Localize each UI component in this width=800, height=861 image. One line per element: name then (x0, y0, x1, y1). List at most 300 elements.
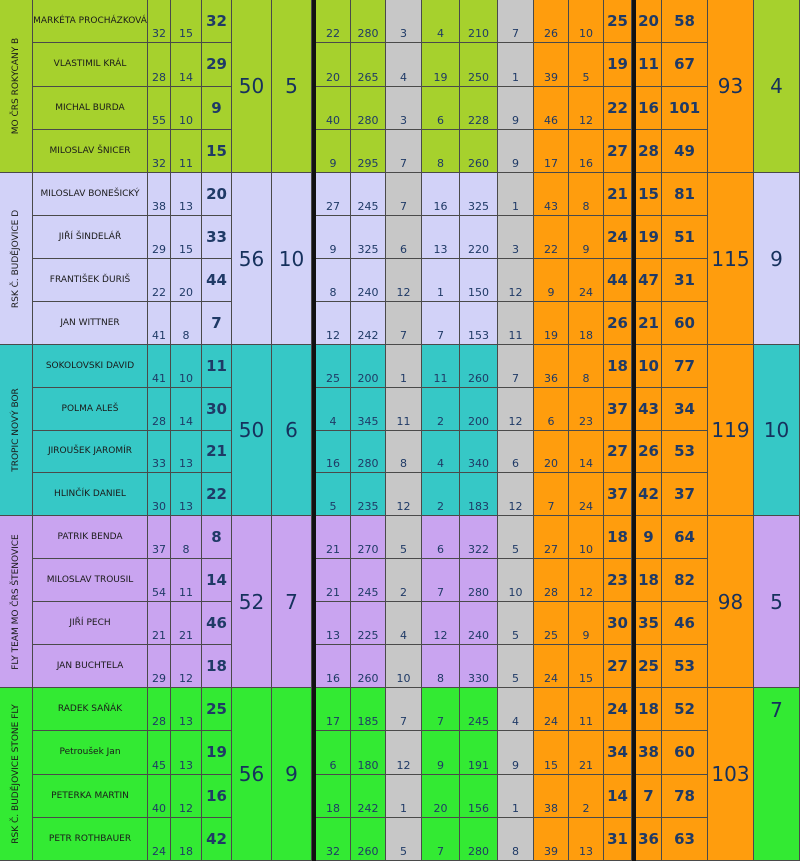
score-d6[interactable]: 9 (498, 731, 534, 774)
score-c2[interactable]: 20 (171, 259, 202, 302)
score-d3[interactable]: 6 (386, 216, 422, 259)
score-e1[interactable]: 7 (534, 473, 569, 516)
score-d4[interactable]: 7 (422, 559, 460, 602)
score-d1[interactable]: 16 (316, 431, 351, 474)
competitor-name[interactable]: MILOSLAV TROUSIL (33, 559, 148, 602)
score-e1[interactable]: 24 (534, 688, 569, 731)
score-d5[interactable]: 183 (460, 473, 498, 516)
score-d6[interactable]: 8 (498, 818, 534, 861)
score-d4[interactable]: 19 (422, 43, 460, 86)
team-total[interactable]: 119 (708, 345, 754, 516)
score-c2[interactable]: 13 (171, 688, 202, 731)
score-d5[interactable]: 322 (460, 516, 498, 559)
competitor-name[interactable]: FRANTIŠEK ĎURIŠ (33, 259, 148, 302)
score-c2[interactable]: 11 (171, 559, 202, 602)
score-e2[interactable]: 23 (569, 388, 604, 431)
team-place[interactable]: 9 (754, 173, 800, 345)
team-sum[interactable]: 56 (232, 173, 272, 345)
score-d1[interactable]: 17 (316, 688, 351, 731)
score-e3[interactable]: 25 (604, 0, 632, 43)
score-e2[interactable]: 12 (569, 87, 604, 130)
score-f1[interactable]: 11 (636, 43, 662, 86)
score-d5[interactable]: 340 (460, 431, 498, 474)
score-e1[interactable]: 25 (534, 602, 569, 645)
score-c2[interactable]: 13 (171, 173, 202, 216)
score-d3[interactable]: 12 (386, 731, 422, 774)
score-d6[interactable]: 5 (498, 645, 534, 688)
team-place[interactable]: 4 (754, 0, 800, 173)
score-c1[interactable]: 40 (148, 775, 171, 818)
score-d1[interactable]: 4 (316, 388, 351, 431)
score-d1[interactable]: 27 (316, 173, 351, 216)
team-rank[interactable]: 7 (272, 516, 312, 688)
score-d5[interactable]: 260 (460, 345, 498, 388)
competitor-name[interactable]: MILOSLAV ŠNICER (33, 130, 148, 173)
score-d1[interactable]: 21 (316, 516, 351, 559)
score-c3[interactable]: 21 (202, 431, 232, 474)
score-d3[interactable]: 2 (386, 559, 422, 602)
score-d3[interactable]: 4 (386, 602, 422, 645)
score-f1[interactable]: 9 (636, 516, 662, 559)
score-d5[interactable]: 200 (460, 388, 498, 431)
score-d3[interactable]: 5 (386, 818, 422, 861)
score-d5[interactable]: 150 (460, 259, 498, 302)
competitor-name[interactable]: PETERKA MARTIN (33, 775, 148, 818)
score-f2[interactable]: 64 (662, 516, 708, 559)
score-c3[interactable]: 22 (202, 473, 232, 516)
score-d3[interactable]: 3 (386, 0, 422, 43)
score-e3[interactable]: 19 (604, 43, 632, 86)
score-e1[interactable]: 15 (534, 731, 569, 774)
score-c1[interactable]: 33 (148, 431, 171, 474)
score-c1[interactable]: 28 (148, 688, 171, 731)
score-d2[interactable]: 280 (351, 87, 386, 130)
score-f2[interactable]: 49 (662, 130, 708, 173)
score-d3[interactable]: 3 (386, 87, 422, 130)
score-d5[interactable]: 220 (460, 216, 498, 259)
score-d2[interactable]: 242 (351, 775, 386, 818)
score-c3[interactable]: 14 (202, 559, 232, 602)
score-e1[interactable]: 20 (534, 431, 569, 474)
score-e2[interactable]: 24 (569, 473, 604, 516)
score-f2[interactable]: 37 (662, 473, 708, 516)
score-e3[interactable]: 21 (604, 173, 632, 216)
score-c3[interactable]: 9 (202, 87, 232, 130)
score-c3[interactable]: 42 (202, 818, 232, 861)
score-c2[interactable]: 13 (171, 731, 202, 774)
score-f2[interactable]: 67 (662, 43, 708, 86)
score-f2[interactable]: 63 (662, 818, 708, 861)
score-e3[interactable]: 37 (604, 473, 632, 516)
score-f2[interactable]: 46 (662, 602, 708, 645)
score-c2[interactable]: 15 (171, 216, 202, 259)
score-d1[interactable]: 8 (316, 259, 351, 302)
score-d4[interactable]: 6 (422, 516, 460, 559)
score-c1[interactable]: 38 (148, 173, 171, 216)
score-e2[interactable]: 15 (569, 645, 604, 688)
score-d6[interactable]: 7 (498, 345, 534, 388)
score-f1[interactable]: 10 (636, 345, 662, 388)
score-c1[interactable]: 28 (148, 388, 171, 431)
score-d5[interactable]: 156 (460, 775, 498, 818)
score-d4[interactable]: 7 (422, 302, 460, 345)
competitor-name[interactable]: SOKOLOVSKI DAVID (33, 345, 148, 388)
score-c3[interactable]: 25 (202, 688, 232, 731)
score-f1[interactable]: 47 (636, 259, 662, 302)
score-d2[interactable]: 280 (351, 0, 386, 43)
score-c3[interactable]: 18 (202, 645, 232, 688)
score-d3[interactable]: 7 (386, 173, 422, 216)
competitor-name[interactable]: MARKÉTA PROCHÁZKOVÁ (33, 0, 148, 43)
score-e2[interactable]: 14 (569, 431, 604, 474)
score-d4[interactable]: 12 (422, 602, 460, 645)
score-c3[interactable]: 30 (202, 388, 232, 431)
score-d2[interactable]: 245 (351, 559, 386, 602)
score-d1[interactable]: 5 (316, 473, 351, 516)
score-d3[interactable]: 10 (386, 645, 422, 688)
score-f1[interactable]: 19 (636, 216, 662, 259)
competitor-name[interactable]: PATRIK BENDA (33, 516, 148, 559)
score-f2[interactable]: 53 (662, 645, 708, 688)
score-f2[interactable]: 34 (662, 388, 708, 431)
score-f2[interactable]: 58 (662, 0, 708, 43)
score-d2[interactable]: 225 (351, 602, 386, 645)
competitor-name[interactable]: RADEK SAŇÁK (33, 688, 148, 731)
score-f1[interactable]: 15 (636, 173, 662, 216)
score-e1[interactable]: 22 (534, 216, 569, 259)
score-d6[interactable]: 12 (498, 388, 534, 431)
score-d1[interactable]: 9 (316, 130, 351, 173)
score-d3[interactable]: 1 (386, 345, 422, 388)
score-f2[interactable]: 31 (662, 259, 708, 302)
score-e1[interactable]: 39 (534, 43, 569, 86)
score-d4[interactable]: 2 (422, 473, 460, 516)
score-f2[interactable]: 51 (662, 216, 708, 259)
score-d4[interactable]: 2 (422, 388, 460, 431)
score-d3[interactable]: 7 (386, 688, 422, 731)
score-d5[interactable]: 240 (460, 602, 498, 645)
score-c3[interactable]: 32 (202, 0, 232, 43)
score-c2[interactable]: 12 (171, 775, 202, 818)
score-d5[interactable]: 153 (460, 302, 498, 345)
competitor-name[interactable]: JAN WITTNER (33, 302, 148, 345)
score-d2[interactable]: 345 (351, 388, 386, 431)
score-e3[interactable]: 22 (604, 87, 632, 130)
score-d4[interactable]: 7 (422, 818, 460, 861)
score-d4[interactable]: 9 (422, 731, 460, 774)
score-e3[interactable]: 23 (604, 559, 632, 602)
score-d2[interactable]: 265 (351, 43, 386, 86)
score-d4[interactable]: 8 (422, 645, 460, 688)
score-d5[interactable]: 245 (460, 688, 498, 731)
score-e2[interactable]: 2 (569, 775, 604, 818)
score-c1[interactable]: 45 (148, 731, 171, 774)
score-e3[interactable]: 31 (604, 818, 632, 861)
score-d4[interactable]: 11 (422, 345, 460, 388)
score-d1[interactable]: 20 (316, 43, 351, 86)
score-e1[interactable]: 9 (534, 259, 569, 302)
team-total[interactable]: 103 (708, 688, 754, 861)
score-d5[interactable]: 325 (460, 173, 498, 216)
score-d3[interactable]: 5 (386, 516, 422, 559)
score-e2[interactable]: 13 (569, 818, 604, 861)
score-d6[interactable]: 7 (498, 0, 534, 43)
score-d1[interactable]: 40 (316, 87, 351, 130)
score-e1[interactable]: 46 (534, 87, 569, 130)
team-total[interactable]: 115 (708, 173, 754, 345)
score-f1[interactable]: 26 (636, 431, 662, 474)
score-d4[interactable]: 20 (422, 775, 460, 818)
score-f2[interactable]: 52 (662, 688, 708, 731)
score-c1[interactable]: 30 (148, 473, 171, 516)
score-e3[interactable]: 27 (604, 645, 632, 688)
score-e1[interactable]: 6 (534, 388, 569, 431)
score-c1[interactable]: 29 (148, 216, 171, 259)
score-d1[interactable]: 25 (316, 345, 351, 388)
score-e3[interactable]: 18 (604, 345, 632, 388)
score-d6[interactable]: 1 (498, 43, 534, 86)
score-e3[interactable]: 37 (604, 388, 632, 431)
score-c1[interactable]: 32 (148, 0, 171, 43)
score-e3[interactable]: 44 (604, 259, 632, 302)
team-sum[interactable]: 50 (232, 0, 272, 173)
team-total[interactable]: 98 (708, 516, 754, 688)
score-e2[interactable]: 9 (569, 602, 604, 645)
score-e1[interactable]: 27 (534, 516, 569, 559)
score-d4[interactable]: 7 (422, 688, 460, 731)
score-d6[interactable]: 10 (498, 559, 534, 602)
competitor-name[interactable]: POLMA ALEŠ (33, 388, 148, 431)
score-c3[interactable]: 19 (202, 731, 232, 774)
score-f1[interactable]: 21 (636, 302, 662, 345)
score-d5[interactable]: 280 (460, 559, 498, 602)
score-f2[interactable]: 77 (662, 345, 708, 388)
score-e3[interactable]: 27 (604, 431, 632, 474)
competitor-name[interactable]: Petroušek Jan (33, 731, 148, 774)
score-c1[interactable]: 29 (148, 645, 171, 688)
score-c1[interactable]: 22 (148, 259, 171, 302)
score-c3[interactable]: 16 (202, 775, 232, 818)
competitor-name[interactable]: JIŘÍ ŠINDELÁŘ (33, 216, 148, 259)
score-f1[interactable]: 36 (636, 818, 662, 861)
score-d2[interactable]: 325 (351, 216, 386, 259)
score-d6[interactable]: 4 (498, 688, 534, 731)
score-d1[interactable]: 13 (316, 602, 351, 645)
score-d1[interactable]: 16 (316, 645, 351, 688)
score-f2[interactable]: 53 (662, 431, 708, 474)
score-d6[interactable]: 1 (498, 173, 534, 216)
score-c1[interactable]: 54 (148, 559, 171, 602)
score-e3[interactable]: 18 (604, 516, 632, 559)
score-d6[interactable]: 5 (498, 602, 534, 645)
team-sum[interactable]: 52 (232, 516, 272, 688)
team-sum[interactable]: 50 (232, 345, 272, 516)
competitor-name[interactable]: JIŘÍ PECH (33, 602, 148, 645)
score-e2[interactable]: 5 (569, 43, 604, 86)
score-d2[interactable]: 240 (351, 259, 386, 302)
score-d6[interactable]: 3 (498, 216, 534, 259)
score-c1[interactable]: 28 (148, 43, 171, 86)
score-d3[interactable]: 1 (386, 775, 422, 818)
score-d1[interactable]: 6 (316, 731, 351, 774)
score-d6[interactable]: 6 (498, 431, 534, 474)
score-d5[interactable]: 228 (460, 87, 498, 130)
score-e3[interactable]: 27 (604, 130, 632, 173)
score-c2[interactable]: 13 (171, 473, 202, 516)
score-f2[interactable]: 60 (662, 302, 708, 345)
score-c3[interactable]: 46 (202, 602, 232, 645)
score-d5[interactable]: 280 (460, 818, 498, 861)
team-place[interactable]: 5 (754, 516, 800, 688)
score-c3[interactable]: 33 (202, 216, 232, 259)
score-f1[interactable]: 16 (636, 87, 662, 130)
team-rank[interactable]: 9 (272, 688, 312, 861)
score-e2[interactable]: 10 (569, 0, 604, 43)
team-sum[interactable]: 56 (232, 688, 272, 861)
score-f2[interactable]: 101 (662, 87, 708, 130)
score-e2[interactable]: 11 (569, 688, 604, 731)
score-d6[interactable]: 11 (498, 302, 534, 345)
score-c1[interactable]: 21 (148, 602, 171, 645)
score-c3[interactable]: 8 (202, 516, 232, 559)
score-f2[interactable]: 81 (662, 173, 708, 216)
score-e1[interactable]: 39 (534, 818, 569, 861)
score-c2[interactable]: 21 (171, 602, 202, 645)
score-f1[interactable]: 7 (636, 775, 662, 818)
score-d4[interactable]: 1 (422, 259, 460, 302)
score-d4[interactable]: 4 (422, 0, 460, 43)
score-c1[interactable]: 55 (148, 87, 171, 130)
competitor-name[interactable]: PETR ROTHBAUER (33, 818, 148, 861)
score-e3[interactable]: 30 (604, 602, 632, 645)
score-d3[interactable]: 12 (386, 473, 422, 516)
score-f1[interactable]: 18 (636, 559, 662, 602)
score-d2[interactable]: 270 (351, 516, 386, 559)
score-e3[interactable]: 34 (604, 731, 632, 774)
score-d3[interactable]: 11 (386, 388, 422, 431)
score-e2[interactable]: 12 (569, 559, 604, 602)
score-d2[interactable]: 245 (351, 173, 386, 216)
team-place[interactable]: 7 (754, 688, 800, 861)
score-c1[interactable]: 32 (148, 130, 171, 173)
score-c2[interactable]: 8 (171, 302, 202, 345)
score-d6[interactable]: 12 (498, 259, 534, 302)
score-f1[interactable]: 42 (636, 473, 662, 516)
score-d6[interactable]: 9 (498, 87, 534, 130)
competitor-name[interactable]: HLINČÍK DANIEL (33, 473, 148, 516)
score-d3[interactable]: 4 (386, 43, 422, 86)
score-e1[interactable]: 24 (534, 645, 569, 688)
score-e1[interactable]: 43 (534, 173, 569, 216)
team-total[interactable]: 93 (708, 0, 754, 173)
score-d2[interactable]: 235 (351, 473, 386, 516)
score-d2[interactable]: 185 (351, 688, 386, 731)
score-f1[interactable]: 43 (636, 388, 662, 431)
score-c1[interactable]: 37 (148, 516, 171, 559)
score-c3[interactable]: 44 (202, 259, 232, 302)
score-c2[interactable]: 13 (171, 431, 202, 474)
score-d5[interactable]: 260 (460, 130, 498, 173)
score-d2[interactable]: 200 (351, 345, 386, 388)
score-c2[interactable]: 12 (171, 645, 202, 688)
score-e2[interactable]: 10 (569, 516, 604, 559)
score-d3[interactable]: 7 (386, 130, 422, 173)
team-place[interactable]: 10 (754, 345, 800, 516)
score-c3[interactable]: 15 (202, 130, 232, 173)
score-d5[interactable]: 250 (460, 43, 498, 86)
score-d6[interactable]: 9 (498, 130, 534, 173)
competitor-name[interactable]: MILOSLAV BONEŠICKÝ (33, 173, 148, 216)
score-f1[interactable]: 38 (636, 731, 662, 774)
score-d3[interactable]: 12 (386, 259, 422, 302)
score-e1[interactable]: 38 (534, 775, 569, 818)
score-d4[interactable]: 8 (422, 130, 460, 173)
score-f1[interactable]: 18 (636, 688, 662, 731)
score-d6[interactable]: 1 (498, 775, 534, 818)
score-e1[interactable]: 17 (534, 130, 569, 173)
score-e2[interactable]: 8 (569, 345, 604, 388)
competitor-name[interactable]: JAN BUCHTELA (33, 645, 148, 688)
score-e3[interactable]: 26 (604, 302, 632, 345)
score-f2[interactable]: 60 (662, 731, 708, 774)
score-e2[interactable]: 21 (569, 731, 604, 774)
score-c2[interactable]: 14 (171, 388, 202, 431)
score-c2[interactable]: 11 (171, 130, 202, 173)
score-e2[interactable]: 24 (569, 259, 604, 302)
score-d3[interactable]: 8 (386, 431, 422, 474)
score-c1[interactable]: 41 (148, 302, 171, 345)
score-d2[interactable]: 180 (351, 731, 386, 774)
score-d4[interactable]: 4 (422, 431, 460, 474)
score-d3[interactable]: 7 (386, 302, 422, 345)
score-d2[interactable]: 260 (351, 818, 386, 861)
score-c2[interactable]: 18 (171, 818, 202, 861)
score-c2[interactable]: 10 (171, 345, 202, 388)
score-e2[interactable]: 16 (569, 130, 604, 173)
score-d5[interactable]: 330 (460, 645, 498, 688)
score-e2[interactable]: 8 (569, 173, 604, 216)
score-e2[interactable]: 9 (569, 216, 604, 259)
score-e1[interactable]: 19 (534, 302, 569, 345)
competitor-name[interactable]: JIROUŠEK JAROMÍR (33, 431, 148, 474)
competitor-name[interactable]: MICHAL BURDA (33, 87, 148, 130)
score-e1[interactable]: 36 (534, 345, 569, 388)
score-c3[interactable]: 20 (202, 173, 232, 216)
score-c3[interactable]: 7 (202, 302, 232, 345)
team-rank[interactable]: 10 (272, 173, 312, 345)
score-e3[interactable]: 14 (604, 775, 632, 818)
score-f1[interactable]: 35 (636, 602, 662, 645)
score-d4[interactable]: 16 (422, 173, 460, 216)
score-c3[interactable]: 11 (202, 345, 232, 388)
score-f2[interactable]: 82 (662, 559, 708, 602)
score-c2[interactable]: 10 (171, 87, 202, 130)
score-d1[interactable]: 21 (316, 559, 351, 602)
score-d1[interactable]: 18 (316, 775, 351, 818)
score-f1[interactable]: 20 (636, 0, 662, 43)
score-d1[interactable]: 9 (316, 216, 351, 259)
score-e1[interactable]: 28 (534, 559, 569, 602)
score-d5[interactable]: 191 (460, 731, 498, 774)
score-e2[interactable]: 18 (569, 302, 604, 345)
score-f1[interactable]: 25 (636, 645, 662, 688)
score-d1[interactable]: 32 (316, 818, 351, 861)
score-c2[interactable]: 15 (171, 0, 202, 43)
score-c1[interactable]: 24 (148, 818, 171, 861)
score-d1[interactable]: 22 (316, 0, 351, 43)
score-d1[interactable]: 12 (316, 302, 351, 345)
score-e3[interactable]: 24 (604, 688, 632, 731)
